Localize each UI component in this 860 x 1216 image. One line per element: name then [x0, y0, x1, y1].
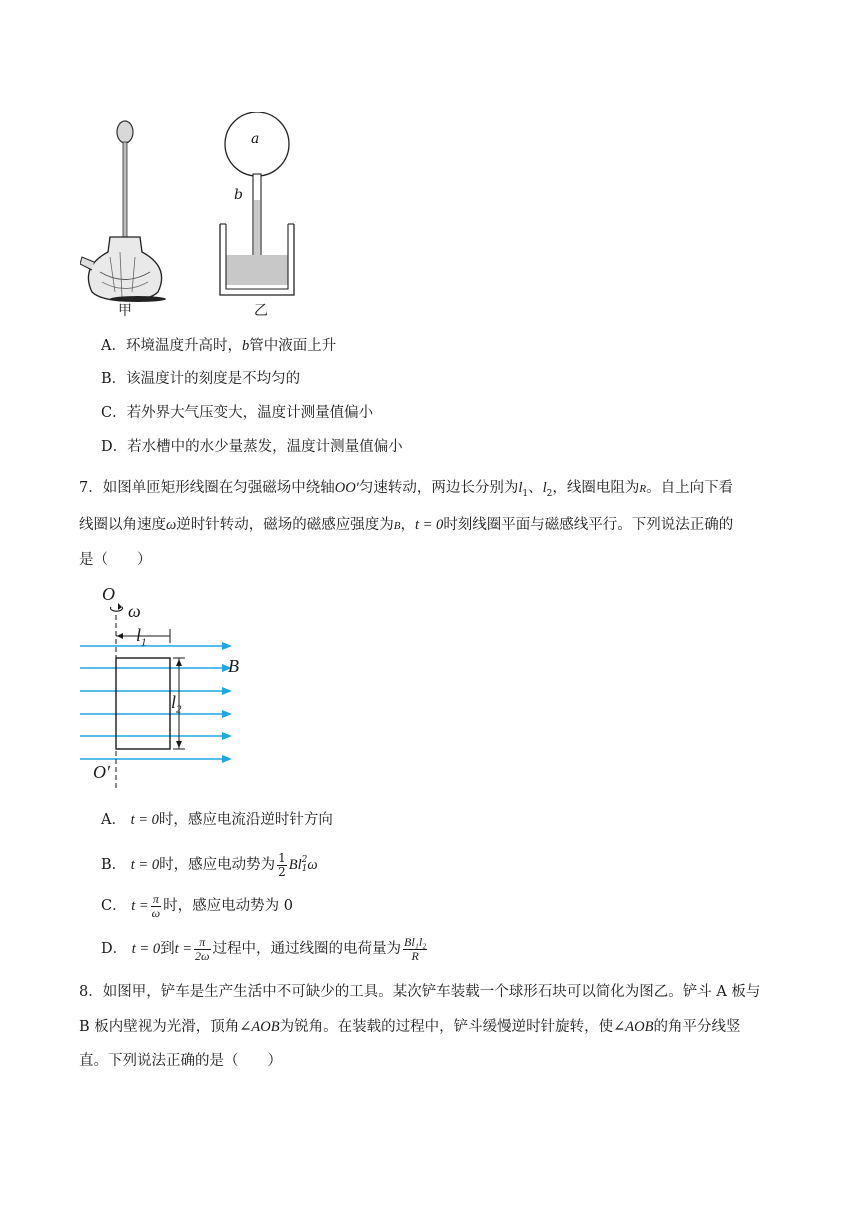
caption-yi: 乙	[254, 303, 268, 319]
q6-option-b: B．该温度计的刻度是不均匀的	[101, 371, 301, 387]
field-arrow-icon	[222, 710, 232, 718]
q8-stem-line1: 8．如图甲，铲车是生产生活中不可缺少的工具。某次铲车装载一个球形石块可以简化为图乙。铲斗 A 板与	[79, 984, 761, 1000]
label-Oprime: O′	[93, 762, 110, 782]
label-b: b	[234, 187, 243, 203]
q7-stem-line1: 7．如图单匝矩形线圈在匀强磁场中绕轴OO′匀速转动，两边长分别为$l_1$、$l_2$，线圈电阻为R。自上向下看	[79, 480, 734, 499]
field-arrow-icon	[222, 755, 232, 763]
q6-option-c: C．若外界大气压变大，温度计测量值偏小	[101, 405, 374, 421]
label-a: a	[251, 131, 260, 147]
field-arrow-icon	[222, 732, 232, 740]
label-l2: $l_2$	[171, 692, 182, 716]
label-omega: ω	[128, 601, 141, 621]
q6-option-d: D．若水槽中的水少量蒸发，温度计测量值偏小	[101, 439, 403, 455]
q8-stem-line2: B 板内壁视为光滑，顶角∠AOB为锐角。在装载的过程中，铲斗缓慢逆时针旋转，使∠AOB的角平分线竖	[79, 1019, 741, 1035]
label-B: B	[228, 656, 239, 676]
q6-option-a: A．环境温度升高时，b管中液面上升	[101, 338, 337, 354]
magnetic-field-lines	[80, 642, 232, 763]
q7-option-d: D． t = 0到t = $\frac{\pi}{2\omega}$ 过程中，通过线圈的电荷量为 $\frac{\text{Bl₁l₂}}{R}$	[101, 934, 427, 963]
field-arrow-icon	[222, 687, 232, 695]
thermometer-figure	[80, 112, 320, 322]
label-l1: $l_1$	[136, 625, 147, 649]
q8-stem-line3: 直。下列说法正确的是（ ）	[79, 1053, 282, 1069]
q7-option-c: C． t = $\frac{\pi}{\omega}$ 时，感应电动势为 0	[101, 891, 293, 920]
q7-stem-line2: 线圈以角速度ω逆时针转动，磁场的磁感应强度为B，t = 0时刻线圈平面与磁感线平行。下列说法正确的	[79, 517, 734, 533]
q7-stem-line3: 是（ ）	[79, 552, 152, 568]
field-arrow-icon	[222, 642, 232, 650]
label-O: O	[102, 584, 115, 604]
caption-jia: 甲	[118, 303, 132, 319]
q7-option-a: A． t = 0时，感应电流沿逆时针方向	[101, 812, 333, 828]
galileo-thermometer-drawing	[80, 121, 166, 302]
q7-option-b: B． t = 0时，感应电动势为 $\frac{1}{2}$ Bl 2 1 ω	[101, 850, 318, 879]
